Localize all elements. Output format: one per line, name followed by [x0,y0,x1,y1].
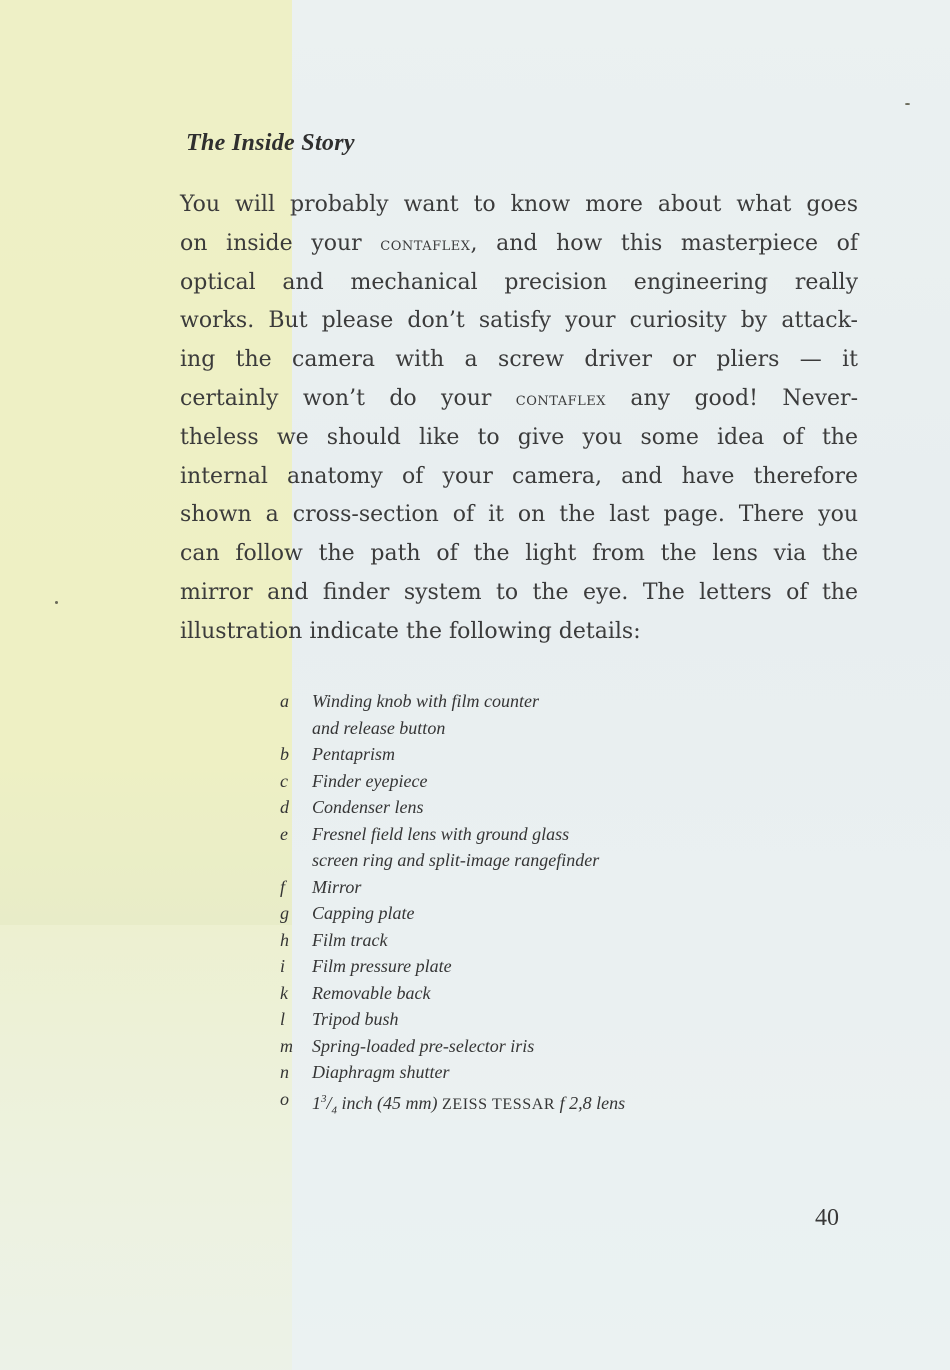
legend-description: Fresnel field lens with ground glass [312,823,570,844]
body-line [180,302,858,341]
body-text-fragment: ing the camera with a screw driver or pliers — it [180,347,858,373]
parts-legend-item [270,741,625,768]
body-line [180,535,858,574]
parts-legend-item [270,953,625,980]
lens-size-denominator: 4 [331,1104,338,1117]
lens-size-slash: / [326,1092,332,1113]
body-text-fragment: , and how this masterpiece of [470,230,858,256]
legend-description: Winding knob with film counter [312,691,539,711]
body-line [180,458,858,497]
legend-description: Capping plate [312,903,415,923]
legend-letter: l [280,1009,286,1029]
body-text-fragment: certainly won’t do your [180,385,516,411]
paper-speck [55,601,58,604]
legend-letter: b [280,744,289,764]
lens-size-numerator: 3 [321,1092,327,1105]
body-text-fragment: internal anatomy of your camera, and have therefore [180,463,858,489]
legend-description: Film pressure plate [312,956,452,976]
lens-size-unit: inch (45 mm) [337,1092,442,1113]
legend-description: screen ring and split-image rangefinder [312,850,600,870]
parts-legend-item [270,900,625,927]
legend-letter: e [280,823,288,844]
legend-letter: d [280,797,289,817]
lens-aperture: f 2,8 lens [555,1092,626,1113]
lens-brand: ZEISS TESSAR [442,1095,556,1113]
body-text-fragment: any good! Never- [606,385,859,411]
body-text-fragment: can follow the path of the light from the lens via the [180,541,858,567]
parts-legend-item [270,794,625,821]
body-line [180,613,858,652]
legend-description: Finder eyepiece [312,770,428,791]
body-line [180,496,858,535]
page-number: 40 [815,1205,839,1231]
brand-name: contaflex [380,233,471,255]
parts-legend-item [270,1006,625,1033]
legend-letter: a [280,691,289,711]
body-text-fragment: optical and mechanical precision engineering really [180,269,858,295]
legend-letter: h [280,929,289,950]
body-text-fragment: mirror and finder system to the eye. The letters of the [180,579,858,605]
section-heading: The Inside Story [186,130,355,156]
parts-legend-item [270,688,625,741]
body-line [180,341,858,380]
paper-speck [905,103,910,105]
legend-description: Diaphragm shutter [312,1062,450,1082]
body-line [180,186,858,225]
body-line [180,380,858,419]
body-line [180,225,858,264]
body-text-fragment: You will probably want to know more about what goes [180,192,858,217]
legend-letter: m [280,1035,293,1056]
parts-legend-item [270,874,625,901]
parts-legend-list [270,688,625,1124]
body-text-fragment: on inside your [180,230,381,256]
parts-legend-item [270,821,625,874]
lens-size-whole: 1 [312,1092,321,1113]
legend-description: Condenser lens [312,797,424,817]
legend-description: Pentaprism [312,744,395,764]
legend-letter: n [280,1062,289,1082]
legend-description: Spring-loaded pre-selector iris [312,1035,535,1056]
legend-letter: o [280,1088,289,1109]
legend-description: Film track [312,929,388,950]
brand-name: contaflex [515,388,606,410]
legend-letter: k [280,982,288,1003]
body-line [180,419,858,458]
body-text-fragment: works. But please don’t satisfy your curiosity by attack- [180,308,858,334]
parts-legend-item [270,927,625,954]
legend-description: Mirror [312,876,362,897]
legend-letter: g [280,903,289,923]
parts-legend-item [270,768,625,795]
legend-description: and release button [312,717,446,738]
parts-legend-item [270,1059,625,1086]
parts-legend-item [270,1086,625,1124]
body-text-fragment: illustration indicate the following details: [180,618,641,644]
legend-description: Tripod bush [312,1009,399,1029]
parts-legend-item [270,980,625,1007]
body-line [180,574,858,613]
legend-letter: i [280,956,286,976]
legend-description [312,1086,625,1124]
body-line [180,264,858,303]
legend-letter: f [280,876,286,897]
legend-description: Removable back [312,982,431,1003]
legend-letter: c [280,770,288,791]
body-text-fragment: shown a cross-section of it on the last page. There you [180,502,858,528]
body-text-fragment: theless we should like to give you some idea of the [180,424,858,450]
body-paragraph [180,186,858,652]
parts-legend-item [270,1033,625,1060]
